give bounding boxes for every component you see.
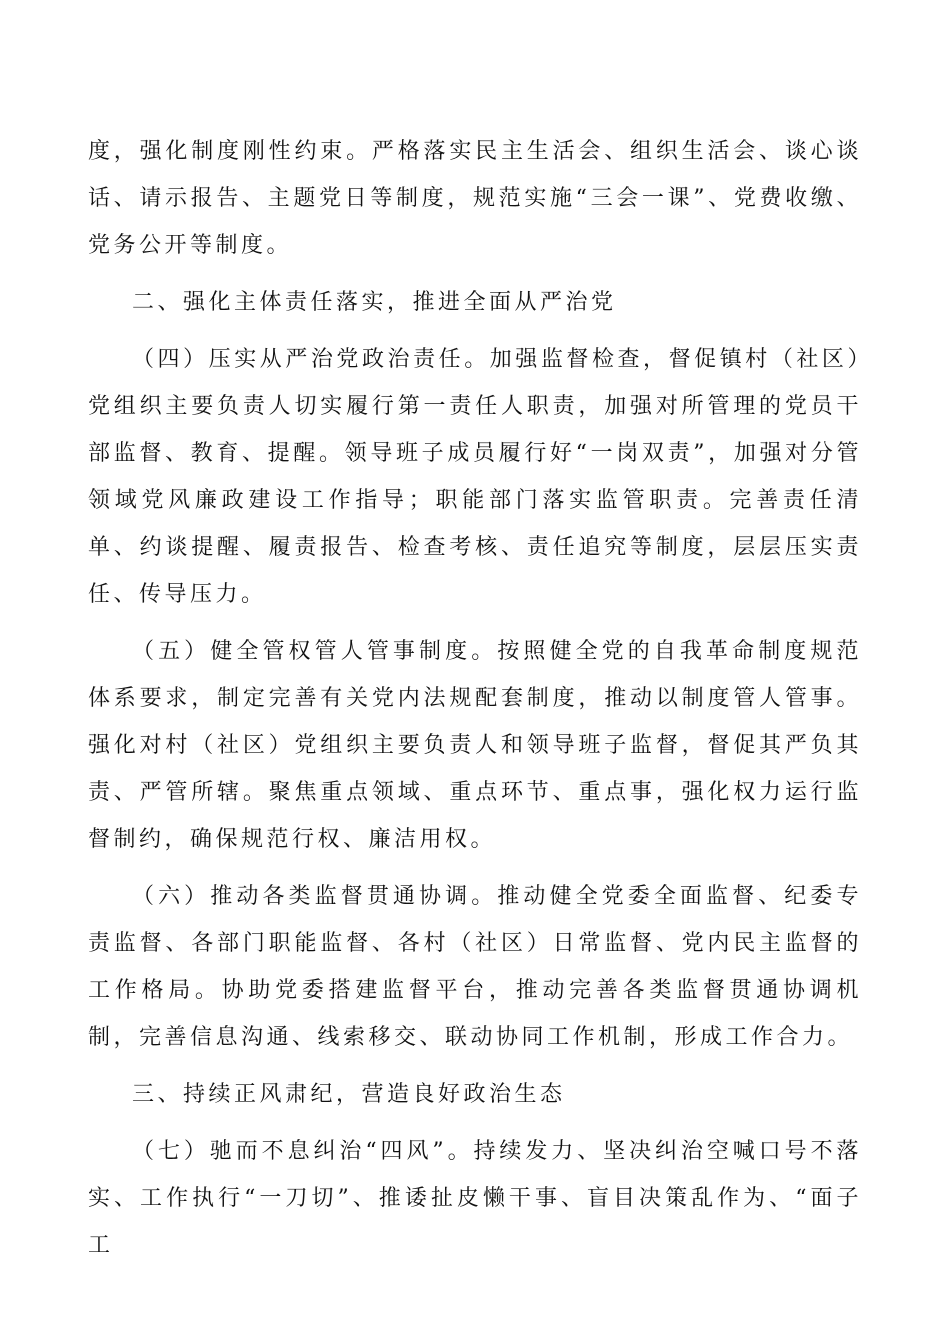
section-heading-3: 三、持续正风肃纪，营造良好政治生态 bbox=[132, 1082, 566, 1107]
paragraph-item-6: （六）推动各类监督贯通协调。推动健全党委全面监督、纪委专责监督、各部门职能监督、各村（社区）日常监督、党内民主监督的工作格局。协助党委搭建监督平台，推动完善各类监督贯通协调机制，完善信息沟通、线索移交、联动协同工作机制，形成工作合力。 bbox=[88, 884, 862, 1050]
section-heading-2: 二、强化主体责任落实，推进全面从严治党 bbox=[132, 290, 617, 315]
paragraph-item-7: （七）驰而不息纠治“四风”。持续发力、坚决纠治空喊口号不落实、工作执行“一刀切”、推诿扯皮懒干事、盲目决策乱作为、“面子工 bbox=[88, 1139, 862, 1258]
document-body bbox=[88, 128, 862, 1279]
paragraph-continuation: 度，强化制度刚性约束。严格落实民主生活会、组织生活会、谈心谈话、请示报告、主题党日等制度，规范实施“三会一课”、党费收缴、党务公开等制度。 bbox=[88, 139, 862, 258]
paragraph-item-4: （四）压实从严治党政治责任。加强监督检查，督促镇村（社区）党组织主要负责人切实履行第一责任人职责，加强对所管理的党员干部监督、教育、提醒。领导班子成员履行好“一岗双责”，加强对分管领域党风廉政建设工作指导；职能部门落实监管职责。完善责任清单、约谈提醒、履责报告、检查考核、责任追究等制度，层层压实责任、传导压力。 bbox=[88, 347, 862, 607]
paragraph-item-5: （五）健全管权管人管事制度。按照健全党的自我革命制度规范体系要求，制定完善有关党内法规配套制度，推动以制度管人管事。强化对村（社区）党组织主要负责人和领导班子监督，督促其严负其责、严管所辖。聚焦重点领域、重点环节、重点事，强化权力运行监督制约，确保规范行权、廉洁用权。 bbox=[88, 639, 862, 852]
